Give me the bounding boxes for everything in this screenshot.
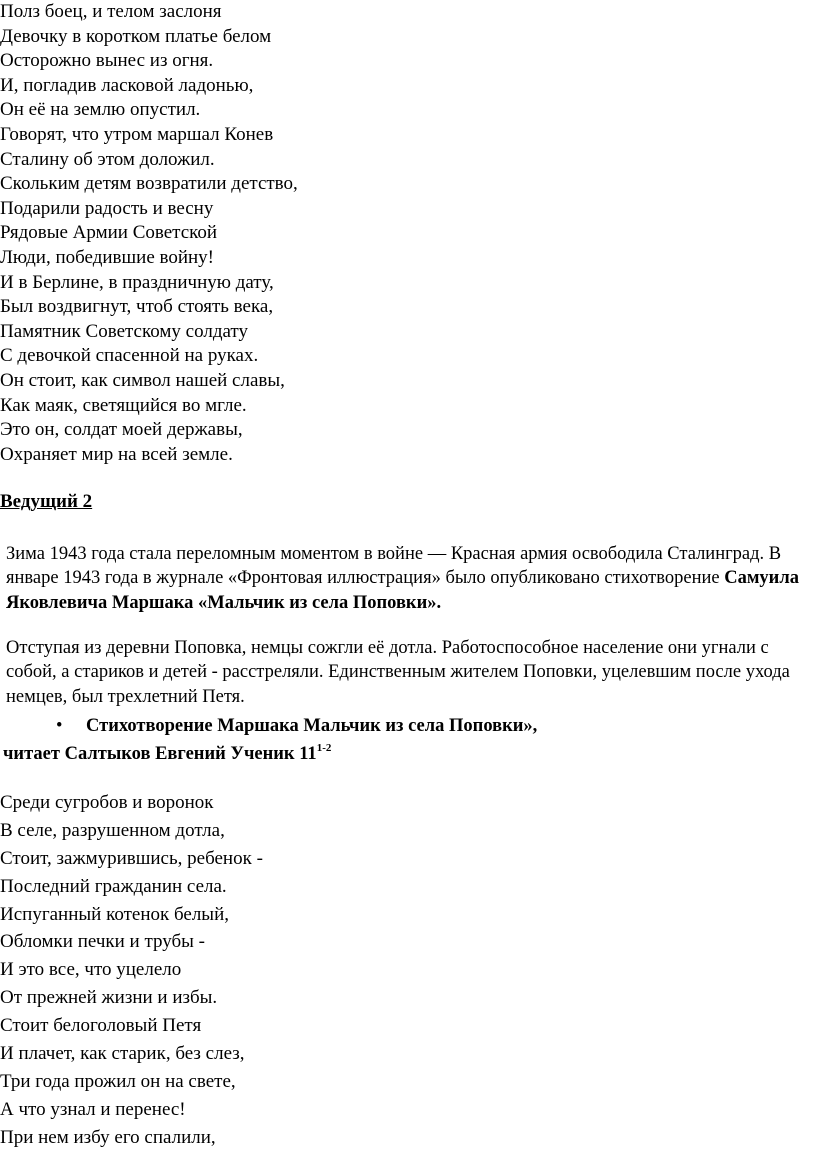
poem-second	[0, 789, 263, 1152]
poem-line: От прежней жизни и избы.	[0, 987, 218, 1009]
poem-line: Последний гражданин села.	[0, 875, 227, 897]
poem-line: Как маяк, светящийся во мгле.	[0, 394, 247, 416]
poem-line: Люди, победившие войну!	[0, 246, 215, 268]
poem-line: Стоит, зажмурившись, ребенок -	[0, 847, 263, 869]
poem-line: Сталину об этом доложил.	[0, 148, 215, 170]
poem-line: Испуганный котенок белый,	[0, 903, 229, 925]
poem-line: Подарили радость и весну	[0, 197, 214, 219]
poem-line: И это все, что уцелело	[0, 959, 182, 981]
poem-line: Памятник Советскому солдату	[0, 320, 248, 342]
reader-class-superscript: 1-2	[316, 742, 332, 754]
intro-paragraph	[6, 542, 806, 615]
poem-line: Был воздвигнут, чтоб стоять века,	[0, 296, 274, 318]
intro-bold-text: Самуила Яковлевича Маршака «Мальчик из села Поповки».	[6, 568, 799, 613]
poem-line: И, погладив ласковой ладонью,	[0, 74, 254, 96]
poem-line: Три года прожил он на свете,	[0, 1070, 236, 1092]
poem-line: Говорят, что утром маршал Конев	[0, 123, 274, 145]
bullet-item	[56, 714, 537, 738]
poem-line: Среди сугробов и воронок	[0, 792, 214, 813]
poem-line: Девочку в коротком платье белом	[0, 25, 272, 47]
poem-line: А что узнал и перенес!	[0, 1098, 186, 1120]
poem-line: С девочкой спасенной на руках.	[0, 345, 259, 367]
poem-line: При нем избу его спалили,	[0, 1126, 216, 1148]
poem-line: Рядовые Армии Советской	[0, 222, 218, 244]
poem-line: Это он, солдат моей державы,	[0, 419, 243, 441]
poem-line: В селе, разрушенном дотла,	[0, 819, 225, 841]
poem-line: Обломки печки и трубы -	[0, 931, 206, 953]
poem-line: Осторожно вынес из огня.	[0, 50, 214, 72]
bullet-icon: •	[56, 716, 63, 736]
context-paragraph: Отступая из деревни Поповка, немцы сожгли её дотла. Работоспособное население они угнали с собой, а стариков и детей - расстреляли. Единственным жителем Поповки, уцелевшим после ухода немцев, был трехлетний Петя.	[6, 638, 790, 707]
intro-text: Зима 1943 года стала переломным моментом в войне — Красная армия освободила Сталинград. В январе 1943 года в журнале «Фронтовая иллюстрация» было опубликовано стихотворение	[6, 544, 782, 589]
poem-line: И в Берлине, в праздничную дату,	[0, 271, 274, 293]
poem-first	[0, 0, 298, 467]
reader-line	[3, 742, 331, 766]
poem-line: И плачет, как старик, без слез,	[0, 1043, 245, 1065]
poem-line: Охраняет мир на всей земле.	[0, 443, 233, 465]
poem-line: Скольким детям возвратили детство,	[0, 173, 298, 195]
section-heading: Ведущий 2	[0, 491, 93, 512]
poem-line: Он её на землю опустил.	[0, 99, 201, 121]
poem-line: Он стоит, как символ нашей славы,	[0, 369, 285, 391]
reader-text: читает Салтыков Евгений Ученик 11	[3, 744, 317, 764]
poem-line: Полз боец, и телом заслоня	[0, 1, 222, 22]
bullet-text: Стихотворение Маршака Мальчик из села Поповки»,	[86, 716, 538, 736]
poem-line: Стоит белоголовый Петя	[0, 1015, 202, 1037]
